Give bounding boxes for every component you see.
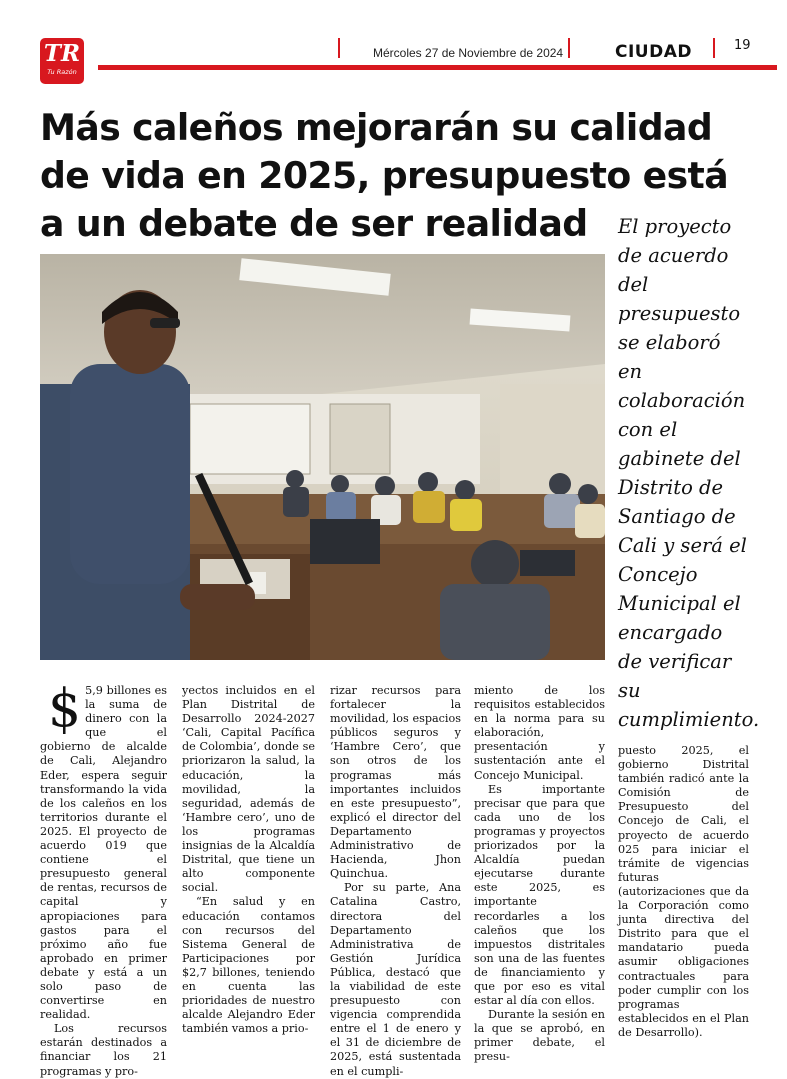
article-paragraph: Durante la sesión en la que se aprobó, en primer debate, el presu- [474, 1008, 605, 1064]
council-session-photo [40, 254, 605, 660]
header-divider [338, 38, 340, 58]
article-column-4 [474, 684, 605, 1064]
header-divider [568, 38, 570, 58]
article-paragraph: Los recursos estarán destinados a financiar los 21 programas y pro- [40, 1022, 167, 1078]
article-paragraph: Por su parte, Ana Catalina Castro, directora del Departamento Administrativa de Gestión Jurídica Pública, destacó que la viabilidad de este presupuesto con vigencia comprendida entre el 1 de enero y el 31 de diciembre de 2025, está sustentada en el cumpli- [330, 881, 461, 1078]
article-column-5 [618, 744, 749, 1039]
article-paragraph: “En salud y en educación contamos con recursos del Sistema General de Participaciones por $2,7 billones, teniendo en cuenta las prioridades de nuestro alcalde Alejandro Eder también vamos a prio- [182, 895, 315, 1036]
article-paragraph: miento de los requisitos establecidos en la norma para su elaboración, presentación y sustentación ante el Concejo Municipal. [474, 684, 605, 782]
article-paragraph: rizar recursos para fortalecer la movilidad, los espacios públicos seguros y ‘Hambre Cero’, que son otros de los programas más importantes incluidos en este presupuesto”, explicó el director del Departamento Administrativo de Hacienda, Jhon Quinchua. [330, 684, 461, 881]
issue-date: Mércoles 27 de Noviembre de 2024 [373, 46, 564, 60]
article-paragraph: yectos incluidos en el Plan Distrital de Desarrollo 2024-2027 ‘Cali, Capital Pacífica de Colombia’, donde se priorizaron la salud, la educación, la movilidad, la seguridad, además de ‘Hambre cero’, uno de los programas insignias de la Alcaldía Distrital, que tiene un alto componente social. [182, 684, 315, 895]
article-column-2 [182, 684, 315, 1036]
pull-quote: El proyecto de acuerdo del presupuesto se elaboró en colaboración con el gabinete del Distrito de Santiago de Cali y será el Concejo Municipal el encargado de verificar su cumplimiento. [618, 215, 760, 731]
page-number: 19 [734, 38, 751, 53]
article-paragraph: 5,9 billones es la suma de dinero con la que el gobierno de alcalde de Cali, Alejandro Eder, espera seguir transformando la vida de los caleños en los territorios durante el 2025. El proyecto de acuerdo 019 que contiene el presupuesto general de rentas, recursos de capital y apropiaciones para gastos para el próximo año fue aprobado en primer debate y está a un solo paso de convertirse en realidad. [40, 684, 167, 1022]
logo-subtitle: Tu Razón [47, 68, 77, 76]
header-rule [98, 65, 777, 70]
article-column-3 [330, 684, 461, 1078]
article-headline: Más caleños mejorarán su calidad de vida en 2025, presupuesto está a un debate de ser realidad [40, 106, 729, 245]
article-paragraph: puesto 2025, el gobierno Distrital también radicó ante la Comisión de Presupuesto del Concejo de Cali, el proyecto de acuerdo 025 para iniciar el trámite de vigencias futuras (autorizaciones que da la Corporación como junta directiva del Distrito para que el mandatario pueda asumir obligaciones contractuales para poder cumplir con los programas establecidos en el Plan de Desarrollo). [618, 744, 749, 1039]
article-paragraph: Es importante precisar que para que cada uno de los programas y proyectos priorizados por la Alcaldía puedan ejecutarse durante este 2025, es importante recordarles a los caleños que los impuestos distritales son una de las fuentes de financiamiento y que por eso es vital estar al día con ellos. [474, 782, 605, 1008]
newspaper-logo [40, 38, 84, 84]
article-photo [40, 254, 605, 660]
header-divider [713, 38, 715, 58]
section-title: CIUDAD [615, 42, 692, 62]
drop-cap: $ [48, 679, 82, 739]
logo-mark: TR [43, 40, 81, 67]
article-column-1 [40, 679, 167, 1078]
